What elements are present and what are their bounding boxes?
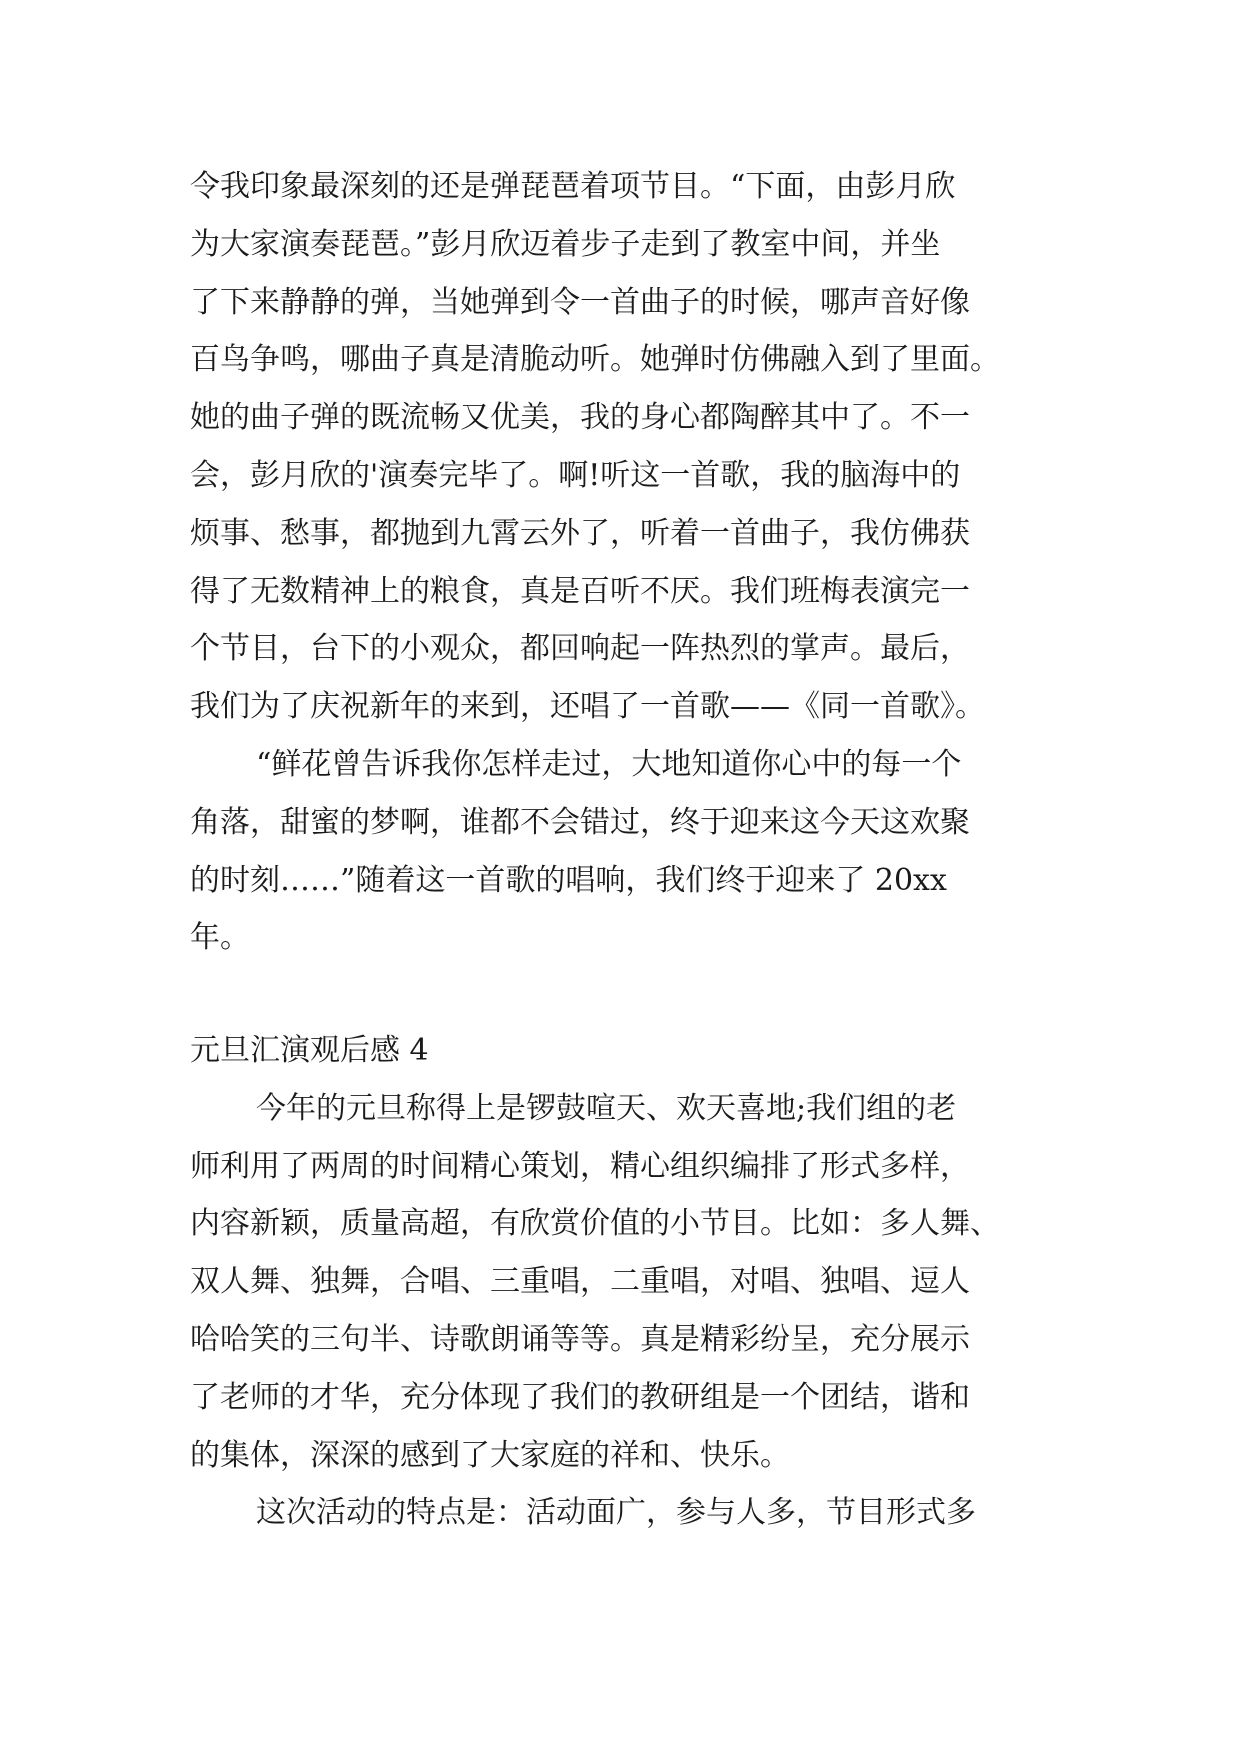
previous-section-text bbox=[190, 158, 1070, 967]
quote-line: 角落，甜蜜的梦啊，谁都不会错过，终于迎来这今天这欢聚 bbox=[190, 804, 970, 840]
text-line: 个节目，台下的小观众，都回响起一阵热烈的掌声。最后， bbox=[190, 631, 970, 667]
paragraph-line: 了老师的才华，充分体现了我们的教研组是一个团结，谐和 bbox=[190, 1379, 970, 1415]
quote-line: 的时刻……”随着这一首歌的唱响，我们终于迎来了 20xx bbox=[190, 862, 947, 898]
paragraph-line: 内容新颖，质量高超，有欣赏价值的小节目。比如：多人舞、 bbox=[190, 1206, 1000, 1242]
section-heading: 元旦汇演观后感 4 bbox=[190, 1033, 429, 1068]
text-line: 烦事、愁事，都抛到九霄云外了，听着一首曲子，我仿佛获 bbox=[190, 515, 970, 551]
text-line: 会，彭月欣的'演奏完毕了。啊!听这一首歌，我的脑海中的 bbox=[190, 457, 961, 493]
quote-line: 年。 bbox=[190, 920, 250, 956]
text-line: 了下来静静的弹，当她弹到令一首曲子的时候，哪声音好像 bbox=[190, 284, 970, 320]
text-line: 为大家演奏琵琶。”彭月欣迈着步子走到了教室中间，并坐 bbox=[190, 226, 941, 262]
paragraph-line: 哈哈笑的三句半、诗歌朗诵等等。真是精彩纷呈，充分展示 bbox=[190, 1321, 970, 1357]
text-line: 得了无数精神上的粮食，真是百听不厌。我们班梅表演完一 bbox=[190, 573, 970, 609]
quote-line: “鲜花曾告诉我你怎样走过，大地知道你心中的每一个 bbox=[256, 746, 962, 782]
text-line: 令我印象最深刻的还是弹琵琶着项节目。“下面，由彭月欣 bbox=[190, 169, 956, 204]
text-line: 她的曲子弹的既流畅又优美，我的身心都陶醉其中了。不一 bbox=[190, 400, 970, 436]
text-line: 我们为了庆祝新年的来到，还唱了一首歌——《同一首歌》。 bbox=[190, 689, 985, 725]
section-4 bbox=[190, 1022, 1070, 1542]
paragraph-line: 今年的元旦称得上是锣鼓喧天、欢天喜地;我们组的老 bbox=[256, 1090, 957, 1126]
paragraph-line: 师利用了两周的时间精心策划，精心组织编排了形式多样， bbox=[190, 1148, 970, 1184]
paragraph-line: 的集体，深深的感到了大家庭的祥和、快乐。 bbox=[190, 1437, 790, 1473]
paragraph-line: 这次活动的特点是：活动面广，参与人多，节目形式多 bbox=[256, 1495, 976, 1531]
text-line: 百鸟争鸣，哪曲子真是清脆动听。她弹时仿佛融入到了里面。 bbox=[190, 342, 1000, 378]
paragraph-line: 双人舞、独舞，合唱、三重唱，二重唱，对唱、独唱、逗人 bbox=[190, 1264, 970, 1300]
